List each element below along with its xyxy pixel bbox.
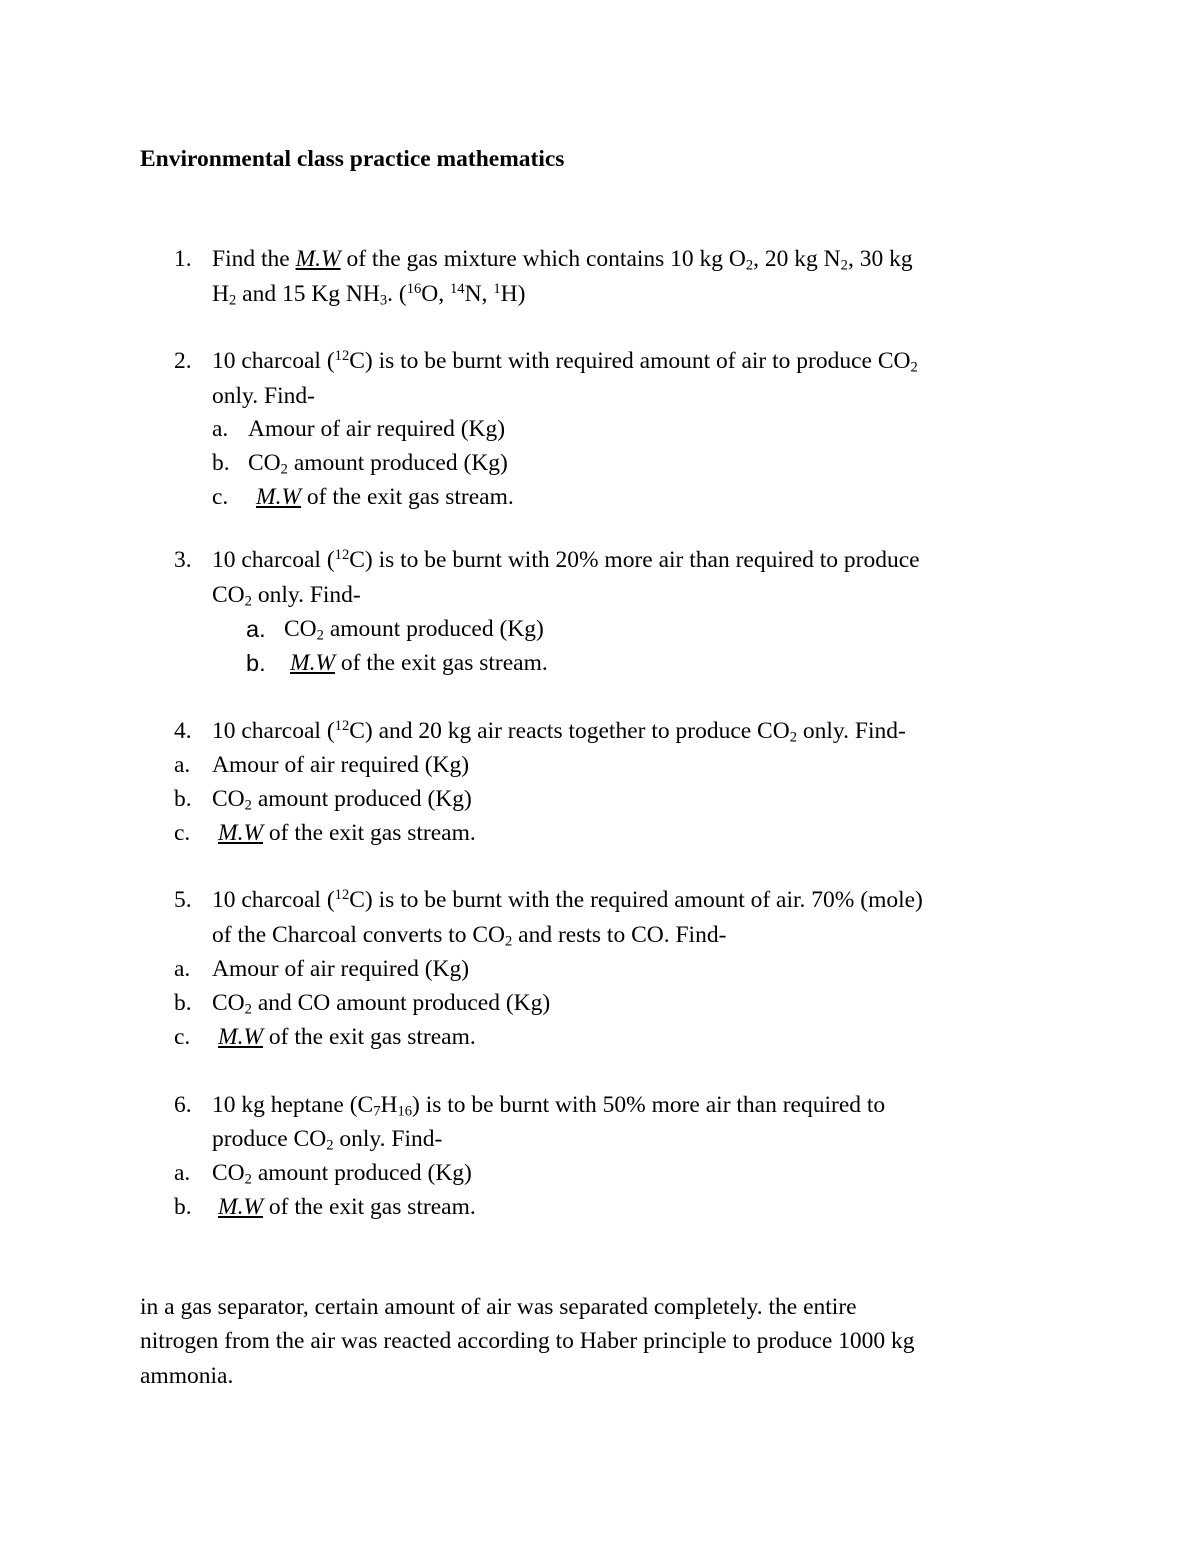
question-3-a-text: $CO_2$ amount produced (Kg) <box>284 616 544 644</box>
question-4-b-text: $CO_2$ amount produced (Kg) <box>212 786 472 814</box>
question-2-c-text: M.W of the exit gas stream. <box>256 484 514 510</box>
question-3-line-2: $CO_2$ only. Find- <box>212 582 361 610</box>
question-2-line-2: only. Find- <box>212 383 315 409</box>
question-3-number: 3. <box>174 547 192 573</box>
question-5-b-label: b. <box>174 990 192 1016</box>
question-1-line-1: Find the M.W of the gas mixture which contains 10 kg $O_2$, 20 kg $N_2$, 30 kg <box>212 246 913 274</box>
question-2-a-label: a. <box>212 416 229 442</box>
question-6-a-label: a. <box>174 1160 191 1186</box>
question-5-a-label: a. <box>174 956 191 982</box>
question-5-c-label: c. <box>174 1024 191 1050</box>
question-4-a-label: a. <box>174 752 191 778</box>
question-2-b-label: b. <box>212 450 230 476</box>
question-3-b-text: M.W of the exit gas stream. <box>290 650 548 676</box>
question-6-b-label: b. <box>174 1194 192 1220</box>
question-3-b-label: b. <box>246 650 266 676</box>
question-6-line-2: produce $CO_2$ only. Find- <box>212 1126 443 1154</box>
question-5-line-1: 10 charcoal ($^{12}$C) is to be burnt with the required amount of air. 70% (mole) <box>212 887 923 913</box>
question-4-c-label: c. <box>174 820 191 846</box>
page-title: Environmental class practice mathematics <box>140 146 565 172</box>
question-6-b-text: M.W of the exit gas stream. <box>218 1194 476 1220</box>
question-2-c-label: c. <box>212 484 229 510</box>
question-5-b-text: $CO_2$ and CO amount produced (Kg) <box>212 990 551 1018</box>
paragraph-line-3: ammonia. <box>140 1363 234 1389</box>
question-1-number: 1. <box>174 246 192 272</box>
question-2-a-text: Amour of air required (Kg) <box>248 416 506 442</box>
question-2-b-text: $CO_2$ amount produced (Kg) <box>248 450 508 478</box>
question-2-line-1: 10 charcoal ($^{12}$C) is to be burnt with required amount of air to produce $CO_2$ <box>212 348 918 376</box>
question-3-line-1: 10 charcoal ($^{12}$C) is to be burnt with 20% more air than required to produce <box>212 547 920 573</box>
question-3-a-label: a. <box>246 616 266 642</box>
question-4-c-text: M.W of the exit gas stream. <box>218 820 476 846</box>
question-2-number: 2. <box>174 348 192 374</box>
question-5-line-2: of the Charcoal converts to $CO_2$ and rests to CO. Find- <box>212 922 727 950</box>
question-4-line-1: 10 charcoal ($^{12}$C) and 20 kg air reacts together to produce $CO_2$ only. Find- <box>212 718 906 746</box>
question-1-line-2: $H_2$ and 15 Kg $NH_3$. ($^{16}$O, $^{14}$N, $^1$H) <box>212 281 526 309</box>
mw-symbol: M.W <box>295 246 341 272</box>
question-5-a-text: Amour of air required (Kg) <box>212 956 470 982</box>
paragraph-line-1: in a gas separator, certain amount of air was separated completely. the entire <box>140 1294 857 1320</box>
question-6-a-text: $CO_2$ amount produced (Kg) <box>212 1160 472 1188</box>
question-4-number: 4. <box>174 718 192 744</box>
question-5-number: 5. <box>174 887 192 913</box>
question-4-a-text: Amour of air required (Kg) <box>212 752 470 778</box>
question-6-number: 6. <box>174 1092 192 1118</box>
paragraph-line-2: nitrogen from the air was reacted according to Haber principle to produce 1000 kg <box>140 1328 915 1354</box>
question-4-b-label: b. <box>174 786 192 812</box>
question-5-c-text: M.W of the exit gas stream. <box>218 1024 476 1050</box>
question-6-line-1: 10 kg heptane $(C_7H_{16})$ is to be burnt with 50% more air than required to <box>212 1092 886 1120</box>
